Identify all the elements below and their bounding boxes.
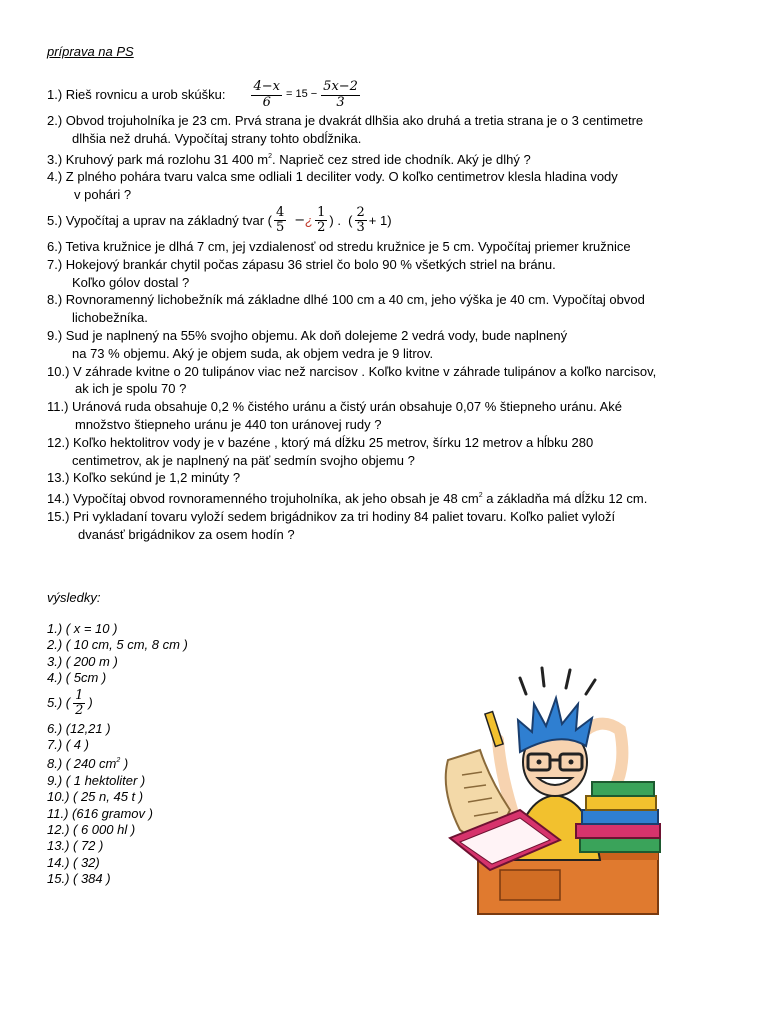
inverted-question-mark: ¿ [305, 213, 314, 229]
result-15: 15.) ( 384 ) [47, 871, 111, 887]
task-6 [47, 238, 727, 256]
task-10 [47, 363, 727, 399]
task-7 [47, 256, 727, 292]
task-line: 11.) Uránová ruda obsahuje 0,2 % čistého uránu a čistý urán obsahuje 0,07 % štiepneho uránu. Aké [47, 399, 623, 415]
fraction [73, 689, 85, 719]
equation-middle: = 15 − [285, 88, 318, 101]
task-text: 1.) Rieš rovnicu a urob skúšku: [47, 87, 226, 103]
fraction-denominator: 3 [356, 220, 365, 236]
task-line-continued: lichobežníka. [72, 310, 148, 326]
task-text-middle: ) . ( [329, 213, 353, 229]
task-line-continued: dlhšia než druhá. Vypočítaj strany tohto obdĺžnika. [72, 130, 362, 146]
result-11: 11.) (616 gramov ) [47, 805, 153, 821]
task-text: 5.) Vypočítaj a uprav na základný tvar ( [47, 213, 272, 229]
fraction-denominator: 5 [275, 220, 285, 236]
task-9 [47, 327, 727, 363]
fraction [355, 206, 367, 236]
results-heading: výsledky: [47, 590, 101, 605]
task-8 [47, 291, 727, 327]
desk-drawer [500, 870, 560, 900]
blue-book [582, 810, 658, 824]
green-book-top [592, 782, 654, 796]
task-line: 14.) Vypočítaj obvod rovnoramenného trojuholníka, ak jeho obsah je 48 cm [47, 491, 479, 507]
result-8 [47, 753, 188, 772]
task-line: 4.) Z plného pohára tvaru valca sme odliali 1 deciliter vody. O koľko centimetrov klesla hladina vody [47, 169, 618, 185]
task-11 [47, 398, 727, 434]
task-3 [47, 148, 727, 169]
task-5 [47, 204, 727, 238]
result-5 [47, 687, 188, 721]
superscript: 2 [116, 757, 121, 765]
fraction-numerator: 4 [275, 205, 285, 221]
task-12 [47, 434, 727, 470]
task-text-end: + 1) [368, 213, 392, 229]
fraction [251, 80, 282, 110]
task-2 [47, 112, 727, 148]
pink-book [576, 824, 660, 838]
task-line-continued: na 73 % objemu. Aký je objem suda, ak objem vedra je 9 litrov. [72, 345, 434, 361]
task-line: 12.) Koľko hektolitrov vody je v bazéne , ktorý má dĺžku 25 metrov, šírku 12 metrov a hĺbku 280 [47, 434, 594, 450]
task-line-end: . Naprieč cez stred ide chodník. Aký je dlhý ? [272, 151, 531, 167]
superscript: 2 [268, 152, 273, 160]
task-14 [47, 487, 727, 508]
result-12: 12.) ( 6 000 hl ) [47, 822, 136, 838]
page-title: príprava na PS [47, 44, 134, 59]
result-13: 13.) ( 72 ) [47, 838, 104, 854]
task-line: 7.) Hokejový brankár chytil počas zápasu 36 striel čo bolo 90 % všetkých striel na bránu. [47, 256, 556, 272]
task-line: 3.) Kruhový park má rozlohu 31 400 m [47, 151, 269, 167]
green-book [580, 838, 660, 852]
result-10: 10.) ( 25 n, 45 t ) [47, 789, 144, 805]
results-list [47, 621, 188, 888]
result-text-end: ) [88, 695, 93, 711]
task-line: 9.) Sud je naplnený na 55% svojho objemu. Ak doň dolejeme 2 vedrá vody, bude naplnený [47, 327, 568, 343]
result-text-end: ) [120, 756, 129, 772]
fraction-denominator: 2 [317, 220, 326, 236]
yellow-book [586, 796, 656, 810]
result-1: 1.) ( x = 10 ) [47, 621, 118, 636]
result-text: 5.) ( [47, 695, 71, 711]
task-line-continued: ak ich je spolu 70 ? [75, 381, 187, 397]
task-line-continued: Koľko gólov dostal ? [72, 274, 190, 290]
result-4: 4.) ( 5cm ) [47, 670, 107, 686]
result-2: 2.) ( 10 cm, 5 cm, 8 cm ) [47, 637, 188, 653]
task-line-continued: množstvo štiepneho uránu je 440 ton uránovej rudy ? [75, 416, 382, 432]
task-line: 10.) V záhrade kvitne o 20 tulipánov viac než narcisov . Koľko kvitne v záhrade tulipánov a koľko narcisov, [47, 363, 657, 379]
fraction-numerator: 5x−2 [323, 79, 358, 95]
task-line: 15.) Pri vykladaní tovaru vyloží sedem brigádnikov za tri hodiny 84 paliet tovaru. Koľko paliet vyloží [47, 508, 616, 524]
result-7: 7.) ( 4 ) [47, 737, 89, 753]
fraction [274, 206, 286, 236]
result-text: 8.) ( 240 cm [47, 756, 117, 772]
fraction-denominator: 2 [75, 703, 84, 719]
task-4 [47, 168, 727, 204]
result-14: 14.) ( 32) [47, 854, 100, 870]
fraction [315, 206, 327, 236]
task-line-continued: v pohári ? [74, 187, 132, 203]
fraction-numerator: 1 [75, 687, 84, 703]
task-line: 6.) Tetiva kružnice je dlhá 7 cm, jej vzdialenosť od stredu kružnice je 5 cm. Vypočítaj priemer kružnice [47, 238, 631, 254]
task-line-end: a základňa má dĺžku 12 cm. [482, 491, 648, 507]
task-line: 2.) Obvod trojuholníka je 23 cm. Prvá strana je dvakrát dlhšia ako druhá a tretia strana je o 3 centimetre [47, 113, 644, 128]
task-13 [47, 469, 727, 487]
fraction-numerator: 2 [356, 205, 365, 221]
task-line-continued: dvanásť brigádnikov za osem hodín ? [78, 526, 295, 542]
task-line: 13.) Koľko sekúnd je 1,2 minúty ? [47, 470, 241, 486]
task-15 [47, 508, 727, 544]
task-line-continued: centimetrov, ak je naplnený na päť sedmín svojho objemu ? [72, 452, 415, 468]
result-6: 6.) (12,21 ) [47, 720, 111, 736]
eye [569, 760, 574, 765]
fraction-numerator: 1 [317, 205, 326, 221]
task-line: 8.) Rovnoramenný lichobežník má základne dlhé 100 cm a 40 cm, jeho výška je 40 cm. Vypočítaj obvod [47, 292, 645, 308]
eye [537, 760, 542, 765]
fraction [321, 80, 360, 110]
fraction-numerator: 4−x [253, 79, 280, 95]
task-1 [47, 78, 727, 112]
result-9: 9.) ( 1 hektoliter ) [47, 772, 146, 788]
task-list [47, 78, 727, 544]
stressed-student-with-books-icon [420, 660, 682, 922]
fraction-denominator: 3 [336, 94, 345, 110]
stress-marks [520, 668, 595, 694]
student-illustration [420, 660, 682, 922]
minus-sign: − [294, 213, 306, 229]
superscript: 2 [478, 492, 483, 500]
pencil-icon [485, 712, 503, 747]
fraction-denominator: 6 [262, 94, 271, 110]
result-3: 3.) ( 200 m ) [47, 653, 118, 669]
